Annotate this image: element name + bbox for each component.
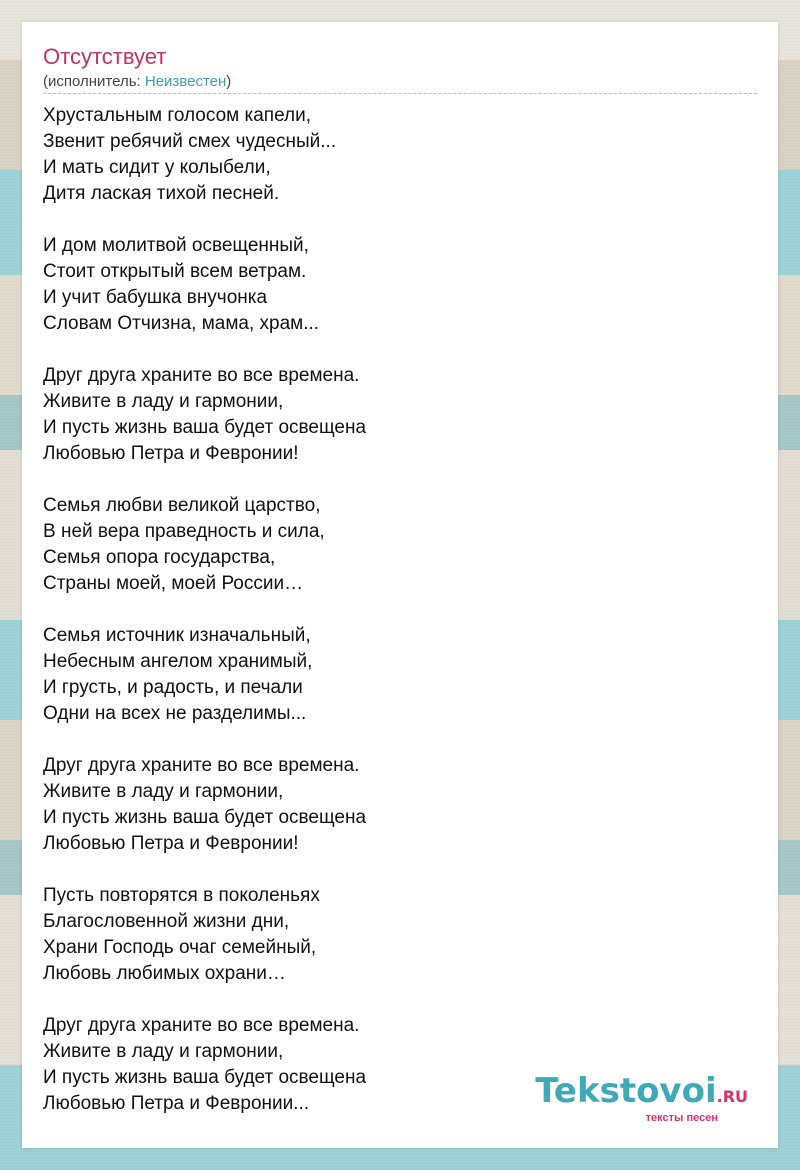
stanza: [43, 883, 366, 987]
lyric-line: И грусть, и радость, и печали: [43, 677, 303, 698]
lyric-line: Любовью Петра и Февронии!: [43, 443, 299, 464]
lyric-line: Хрустальным голосом капели,: [43, 105, 311, 126]
lyrics-body: [43, 103, 366, 1117]
logo-wordmark: [535, 1073, 748, 1115]
lyric-line: В ней вера праведность и сила,: [43, 521, 325, 542]
lyric-line: Храни Господь очаг семейный,: [43, 937, 317, 958]
stanza: [43, 493, 366, 597]
lyric-line: Друг друга храните во все времена.: [43, 365, 360, 386]
lyric-line: Семья любви великой царство,: [43, 495, 321, 516]
logo-tagline: тексты песен: [645, 1112, 718, 1124]
stanza: [43, 753, 366, 857]
logo-tld: .RU: [716, 1087, 748, 1106]
site-logo[interactable]: [535, 1073, 748, 1124]
artist-line: [43, 72, 231, 92]
stanza: [43, 233, 366, 337]
lyric-line: Небесным ангелом хранимый,: [43, 651, 313, 672]
lyric-line: Любовью Петра и Февронии!: [43, 833, 299, 854]
stanza: [43, 1013, 366, 1117]
lyric-line: Благословенной жизни дни,: [43, 911, 290, 932]
stanza: [43, 623, 366, 727]
lyric-line: Семья источник изначальный,: [43, 625, 311, 646]
artist-suffix: ): [226, 73, 232, 90]
lyric-line: И пусть жизнь ваша будет освещена: [43, 807, 367, 828]
song-title: Отсутствует: [43, 44, 167, 69]
lyric-line: Любовью Петра и Февронии...: [43, 1093, 310, 1114]
divider: [43, 93, 757, 94]
lyric-line: Семья опора государства,: [43, 547, 276, 568]
lyric-line: И дом молитвой освещенный,: [43, 235, 309, 256]
artist-link[interactable]: Неизвестен: [144, 73, 227, 90]
lyric-line: Дитя лаская тихой песней.: [43, 183, 280, 204]
lyric-line: Живите в ладу и гармонии,: [43, 781, 284, 802]
lyric-line: И мать сидит у колыбели,: [43, 157, 271, 178]
lyric-line: Стоит открытый всем ветрам.: [43, 261, 307, 282]
lyrics-card: [22, 22, 778, 1148]
stanza: [43, 363, 366, 467]
lyric-line: Звенит ребячий смех чудесный...: [43, 131, 337, 152]
lyric-line: Любовь любимых охрани…: [43, 963, 286, 984]
lyric-line: Словам Отчизна, мама, храм...: [43, 313, 320, 334]
lyric-line: Одни на всех не разделимы...: [43, 703, 307, 724]
lyric-line: Пусть повторятся в поколеньях: [43, 885, 320, 906]
lyric-line: И пусть жизнь ваша будет освещена: [43, 417, 367, 438]
logo-main-text: Tekstovoi: [535, 1071, 717, 1111]
lyric-line: Живите в ладу и гармонии,: [43, 1041, 284, 1062]
lyric-line: Друг друга храните во все времена.: [43, 755, 360, 776]
lyric-line: Страны моей, моей России…: [43, 573, 304, 594]
lyric-line: И учит бабушка внучонка: [43, 287, 268, 308]
artist-prefix: (исполнитель:: [43, 73, 145, 90]
lyric-line: Друг друга храните во все времена.: [43, 1015, 360, 1036]
lyric-line: Живите в ладу и гармонии,: [43, 391, 284, 412]
lyric-line: И пусть жизнь ваша будет освещена: [43, 1067, 367, 1088]
stanza: [43, 103, 366, 207]
